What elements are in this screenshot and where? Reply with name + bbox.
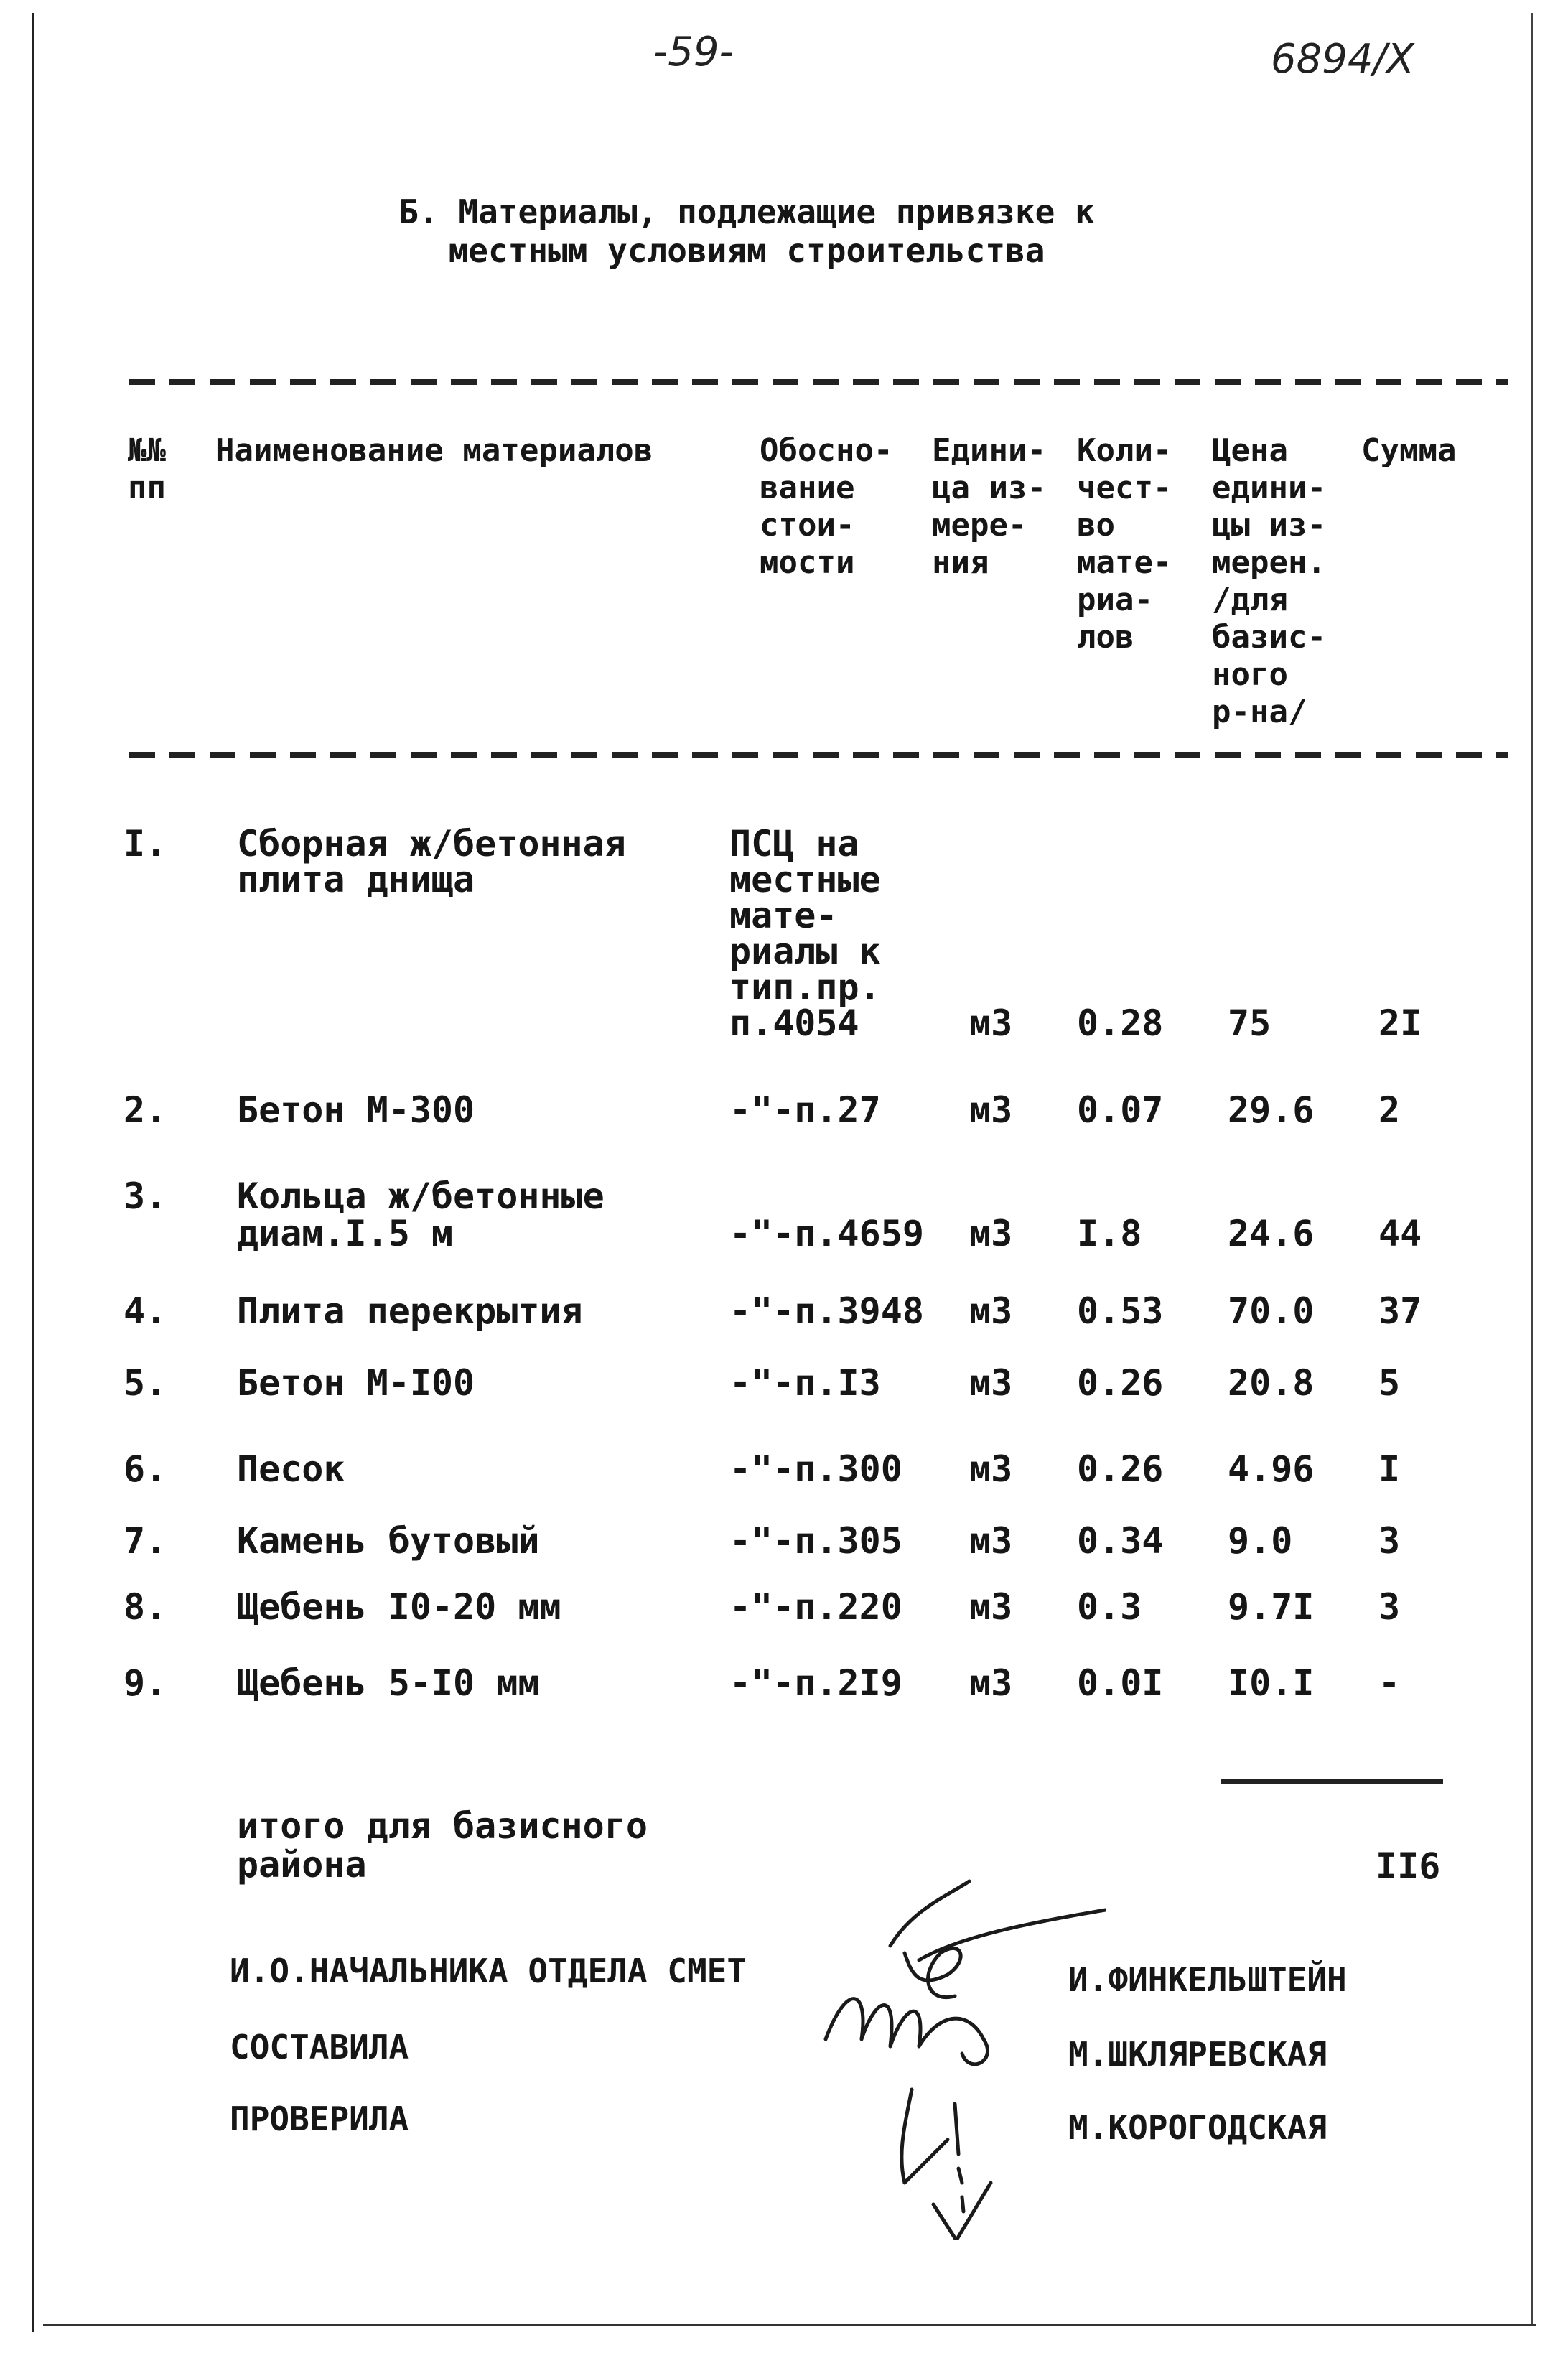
row-sum: 3: [1378, 1586, 1401, 1628]
row-name: Кольца ж/бетонные диам.I.5 м: [237, 1175, 605, 1254]
section-title-line2: местным условиям строительства: [448, 231, 1045, 270]
signature-name-head: И.ФИНКЕЛЬШТЕЙН: [1068, 1960, 1347, 1999]
row-name: Щебень I0-20 мм: [237, 1586, 561, 1628]
row-basis: -"-п.27: [729, 1089, 881, 1131]
dashed-rule-top: [129, 379, 1508, 385]
row-sum: 44: [1378, 1213, 1422, 1254]
header-price: Цена едини- цы из- мерен. /для базис- ного р-на/: [1212, 432, 1326, 730]
row-basis: -"-п.I3: [729, 1362, 881, 1404]
row-unit: м3: [969, 1520, 1013, 1562]
row-basis: -"-п.220: [729, 1586, 902, 1628]
row-num: I.: [123, 823, 167, 865]
row-sum: 2I: [1378, 1002, 1422, 1044]
section-title-line1: Б. Материалы, подлежащие привязке к: [398, 192, 1095, 231]
row-name: Бетон М-300: [237, 1089, 475, 1131]
row-qty: 0.0I: [1077, 1662, 1164, 1704]
signature-name-checked: М.КОРОГОДСКАЯ: [1068, 2108, 1327, 2147]
row-price: 4.96: [1228, 1448, 1315, 1490]
signature-role-compiled: СОСТАВИЛА: [230, 2028, 409, 2066]
row-unit: м3: [969, 1662, 1013, 1704]
row-qty: I.8: [1077, 1213, 1142, 1254]
row-sum: -: [1378, 1662, 1401, 1704]
signature-role-checked: ПРОВЕРИЛА: [230, 2100, 409, 2138]
row-sum: I: [1378, 1448, 1401, 1490]
row-qty: 0.28: [1077, 1002, 1164, 1044]
row-sum: 2: [1378, 1089, 1401, 1131]
signature-stroke-cursive: [826, 1999, 988, 2064]
row-name: Плита перекрытия: [237, 1290, 583, 1332]
row-num: 8.: [123, 1586, 167, 1628]
row-price: 70.0: [1228, 1290, 1315, 1332]
header-sum: Сумма: [1361, 432, 1457, 469]
row-qty: 0.26: [1077, 1362, 1164, 1404]
row-qty: 0.07: [1077, 1089, 1164, 1131]
row-qty: 0.3: [1077, 1586, 1142, 1628]
header-qty: Коли- чест- во мате- риа- лов: [1077, 432, 1172, 656]
row-num: 2.: [123, 1089, 167, 1131]
signature-role-head: И.О.НАЧАЛЬНИКА ОТДЕЛА СМЕТ: [230, 1952, 747, 1990]
total-rule: [1221, 1779, 1443, 1784]
header-name: Наименование материалов: [215, 432, 653, 469]
row-qty: 0.34: [1077, 1520, 1164, 1562]
row-num: 3.: [123, 1175, 167, 1217]
row-basis: -"-п.4659: [729, 1213, 924, 1254]
row-basis: -"-п.305: [729, 1520, 902, 1562]
header-num: №№ пп: [128, 432, 166, 506]
row-unit: м3: [969, 1586, 1013, 1628]
row-unit: м3: [969, 1002, 1013, 1044]
row-num: 4.: [123, 1290, 167, 1332]
row-qty: 0.26: [1077, 1448, 1164, 1490]
dashed-rule-header-bottom: [129, 752, 1508, 758]
page-border-left: [32, 13, 34, 2332]
row-unit: м3: [969, 1362, 1013, 1404]
row-unit: м3: [969, 1448, 1013, 1490]
header-unit: Едини- ца из- мере- ния: [932, 432, 1046, 581]
page-border-bottom: [43, 2324, 1536, 2326]
row-price: I0.I: [1228, 1662, 1315, 1704]
row-unit: м3: [969, 1089, 1013, 1131]
archive-code: 6894/X: [1271, 36, 1414, 83]
signature-stroke-top: [890, 1881, 1106, 1960]
row-num: 9.: [123, 1662, 167, 1704]
page-border-right: [1531, 13, 1533, 2325]
row-basis: -"-п.2I9: [729, 1662, 902, 1704]
signature-stroke-lower: [902, 2089, 948, 2183]
row-name: Щебень 5-I0 мм: [237, 1662, 540, 1704]
row-name: Камень бутовый: [237, 1520, 540, 1562]
header-basis: Обосно- вание стои- мости: [760, 432, 893, 581]
row-sum: 37: [1378, 1290, 1422, 1332]
page-number: -59-: [653, 29, 734, 75]
row-price: 24.6: [1228, 1213, 1315, 1254]
row-unit: м3: [969, 1290, 1013, 1332]
row-price: 9.0: [1228, 1520, 1293, 1562]
row-num: 5.: [123, 1362, 167, 1404]
total-label: итого для базисного района: [237, 1805, 648, 1886]
row-qty: 0.53: [1077, 1290, 1164, 1332]
row-price: 20.8: [1228, 1362, 1315, 1404]
row-name: Сборная ж/бетонная плита днища: [237, 823, 626, 900]
handwritten-signatures: [804, 1867, 1106, 2240]
row-sum: 3: [1378, 1520, 1401, 1562]
row-num: 6.: [123, 1448, 167, 1490]
row-basis: -"-п.3948: [729, 1290, 924, 1332]
row-unit: м3: [969, 1213, 1013, 1254]
row-basis: ПСЦ на местные мате- риалы к тип.пр. п.4054: [729, 823, 881, 1044]
row-basis: -"-п.300: [729, 1448, 902, 1490]
row-name: Песок: [237, 1448, 345, 1490]
signature-stroke-dashed: [955, 2104, 963, 2212]
total-value: II6: [1376, 1845, 1441, 1887]
row-price: 9.7I: [1228, 1586, 1315, 1628]
row-name: Бетон М-I00: [237, 1362, 475, 1404]
signature-name-compiled: М.ШКЛЯРЕВСКАЯ: [1068, 2035, 1327, 2074]
row-price: 29.6: [1228, 1089, 1315, 1131]
signature-stroke-loop: [905, 1948, 961, 1997]
row-sum: 5: [1378, 1362, 1401, 1404]
row-num: 7.: [123, 1520, 167, 1562]
row-price: 75: [1228, 1002, 1271, 1044]
